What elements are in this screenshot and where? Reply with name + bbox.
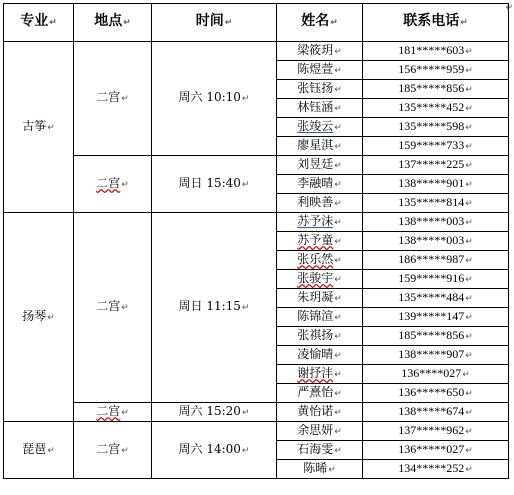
phone-cell: 138*****003↵ [363, 232, 509, 251]
name-cell: 谢抒沣↵ [277, 365, 363, 384]
phone-cell: 138*****674↵ [363, 403, 509, 422]
major-cell: 古筝↵ [4, 42, 74, 213]
phone-cell: 156*****959↵ [363, 61, 509, 80]
name-cell: 林钰涵↵ [277, 99, 363, 118]
header-major: 专业↵ [4, 4, 74, 42]
header-phone: 联系电话↵ [363, 4, 509, 42]
time-cell: 周六 14:00↵ [152, 422, 277, 479]
phone-cell: 138*****003↵ [363, 213, 509, 232]
phone-cell: 181*****603↵ [363, 42, 509, 61]
phone-cell: 135*****484↵ [363, 289, 509, 308]
name-cell: 刘昱廷↵ [277, 156, 363, 175]
header-row [4, 4, 509, 42]
table-row [4, 42, 509, 61]
name-cell: 张竣云↵ [277, 118, 363, 137]
phone-cell: 139*****147↵ [363, 308, 509, 327]
phone-cell: 136*****650↵ [363, 384, 509, 403]
phone-cell: 159*****733↵ [363, 137, 509, 156]
table-end-mark: ↵ [505, 3, 513, 13]
time-cell: 周六 15:20↵ [152, 403, 277, 422]
phone-cell: 186*****987↵ [363, 251, 509, 270]
major-cell: 琵琶↵ [4, 422, 74, 479]
name-cell: 梁筱玥↵ [277, 42, 363, 61]
time-cell: 周六 10:10↵ [152, 42, 277, 156]
phone-cell: 135*****452↵ [363, 99, 509, 118]
name-cell: 张骏宇↵ [277, 270, 363, 289]
roster-table [3, 3, 509, 479]
name-cell: 凌愉晴↵ [277, 346, 363, 365]
phone-cell: 136****027↵ [363, 365, 509, 384]
roster-body [4, 42, 509, 479]
phone-cell: 185*****856↵ [363, 327, 509, 346]
major-cell: 扬琴↵ [4, 213, 74, 422]
location-cell: 二宫↵ [74, 403, 152, 422]
name-cell: 余思妍↵ [277, 422, 363, 441]
name-cell: 张钰扬↵ [277, 80, 363, 99]
name-cell: 陈锦渲↵ [277, 308, 363, 327]
phone-cell: 135*****598↵ [363, 118, 509, 137]
name-cell: 朱玥凝↵ [277, 289, 363, 308]
header-name: 姓名↵ [277, 4, 363, 42]
name-cell: 利映善↵ [277, 194, 363, 213]
table-row [4, 156, 509, 175]
header-location: 地点↵ [74, 4, 152, 42]
phone-cell: 138*****901↵ [363, 175, 509, 194]
name-cell: 李融晴↵ [277, 175, 363, 194]
name-cell: 石海雯↵ [277, 441, 363, 460]
name-cell: 严熹怡↵ [277, 384, 363, 403]
phone-cell: 185*****856↵ [363, 80, 509, 99]
location-cell: 二宫↵ [74, 42, 152, 156]
name-cell: 黄怡诺↵ [277, 403, 363, 422]
name-cell: 张乐然↵ [277, 251, 363, 270]
name-cell: 张祺扬↵ [277, 327, 363, 346]
name-cell: 廖星淇↵ [277, 137, 363, 156]
table-row [4, 403, 509, 422]
phone-cell: 136*****027↵ [363, 441, 509, 460]
phone-cell: 138*****907↵ [363, 346, 509, 365]
location-cell: 二宫↵ [74, 156, 152, 213]
table-row [4, 213, 509, 232]
phone-cell: 137*****225↵ [363, 156, 509, 175]
name-cell: 陈煜萱↵ [277, 61, 363, 80]
phone-cell: 159*****916↵ [363, 270, 509, 289]
name-cell: 苏予童↵ [277, 232, 363, 251]
location-cell: 二宫↵ [74, 422, 152, 479]
phone-cell: 134*****252↵ [363, 460, 509, 479]
time-cell: 周日 11:15↵ [152, 213, 277, 403]
name-cell: 苏予沫↵ [277, 213, 363, 232]
phone-cell: 135*****814↵ [363, 194, 509, 213]
location-cell: 二宫↵ [74, 213, 152, 403]
table-row [4, 422, 509, 441]
header-time: 时间↵ [152, 4, 277, 42]
phone-cell: 137*****962↵ [363, 422, 509, 441]
time-cell: 周日 15:40↵ [152, 156, 277, 213]
name-cell: 陈晞↵ [277, 460, 363, 479]
